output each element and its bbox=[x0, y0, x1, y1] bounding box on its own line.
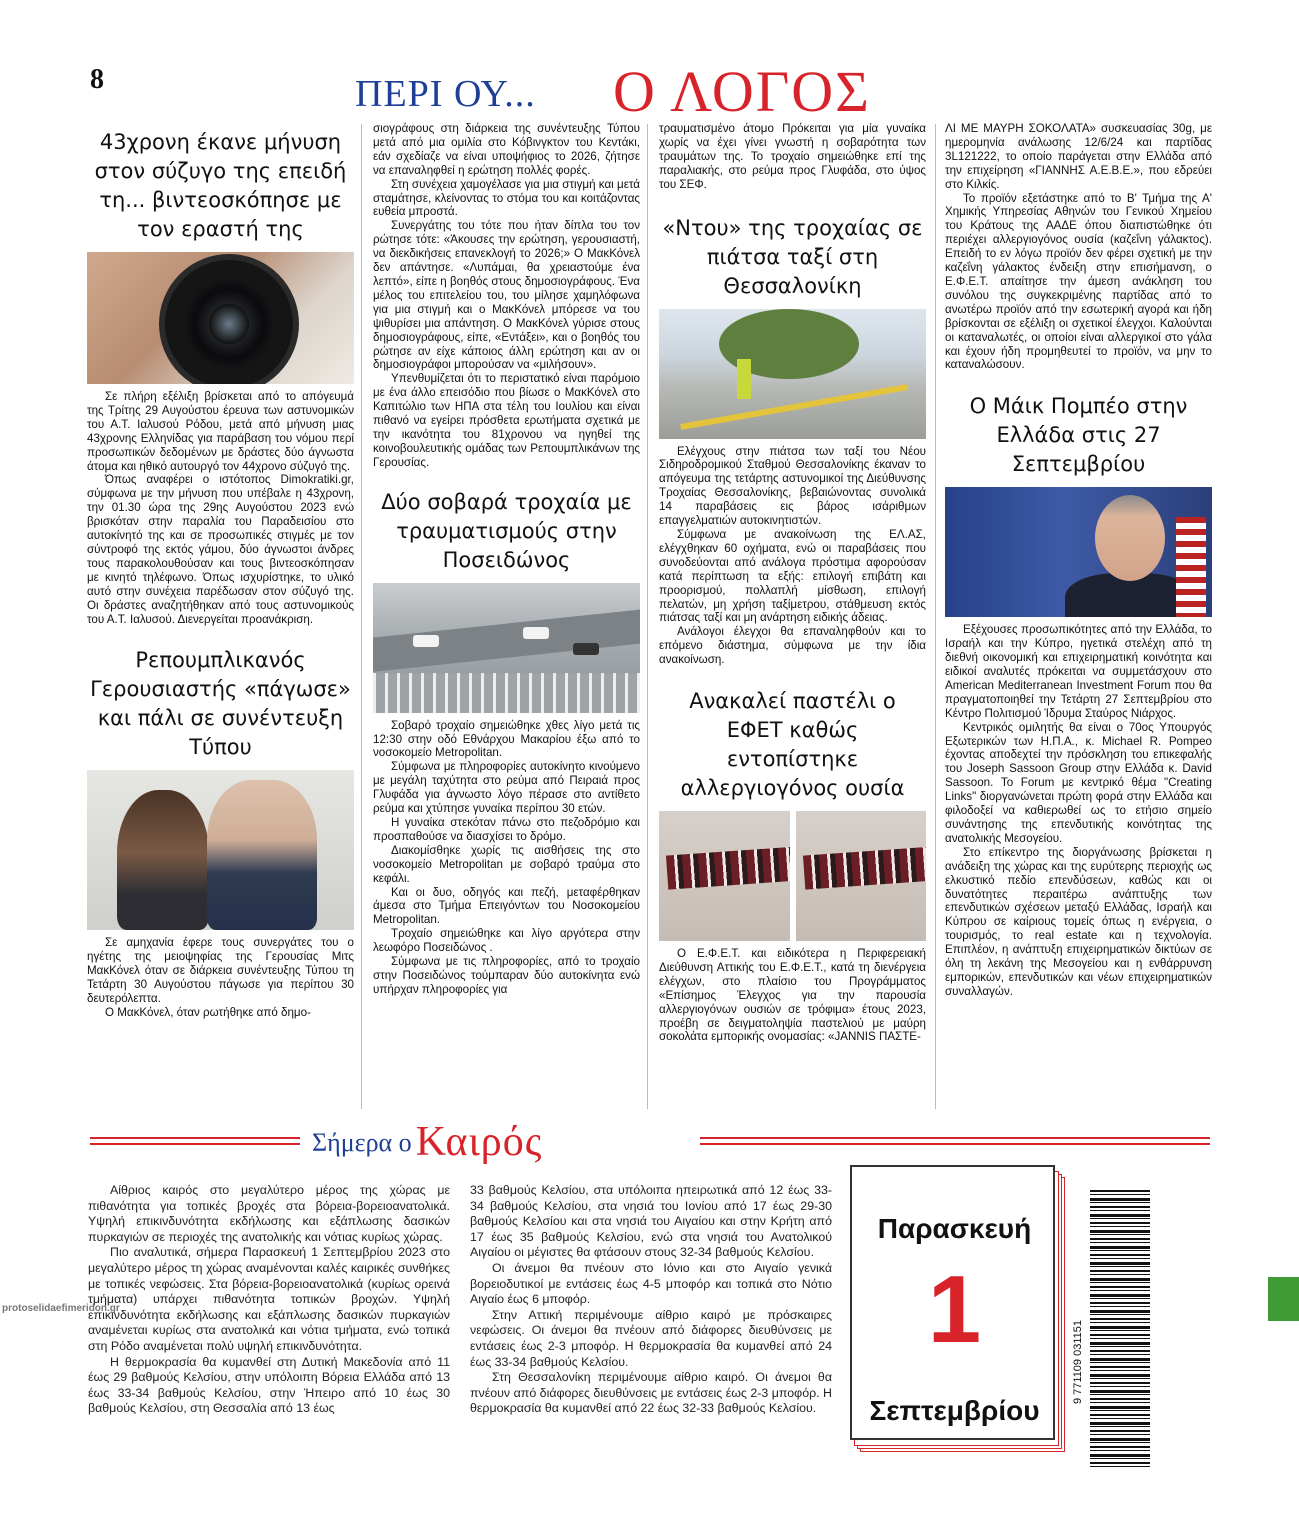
column-divider bbox=[935, 124, 936, 1109]
paragraph: Στην Αττική περιμένουμε αίθριο καιρό με πρόσκαιρες νεφώσεις. Οι άνεμοι θα πνέουν από διάφορες διευθύνσεις με εντάσεις έως 2-3 μποφόρ. Η θερμοκρασία θα κυμανθεί από 24 έως 33-34 βαθμούς Κελσίου. bbox=[470, 1307, 832, 1369]
article-headline-pompeo: Ο Μάικ Πομπέο στην Ελλάδα στις 27 Σεπτεμβρίου bbox=[969, 394, 1188, 477]
paragraph: ΛΙ ΜΕ ΜΑΥΡΗ ΣΟΚΟΛΑΤΑ» συσκευασίας 30g, με ημερομηνία ανάλωσης 12/6/24 και παρτίδας 3L121222, το οποίο παράγεται στην Ελλάδα από την επιχείρηση «ΓΙΑΝΝΗΣ Α.Ε.Β.Ε.», που εδρεύει στο Κιλκίς. bbox=[945, 122, 1212, 191]
paragraph: Οι άνεμοι θα πνέουν στο Ιόνιο και στο Αιγαίο γενικά βορειοδυτικοί με εντάσεις έως 4-5 μποφόρ και τοπικά στο Νότιο Αιγαίο έως 6 μποφόρ. bbox=[470, 1260, 832, 1307]
weather-title bbox=[312, 1118, 542, 1166]
column-4 bbox=[945, 122, 1212, 1117]
paragraph: Σοβαρό τροχαίο σημειώθηκε χθες λίγο μετά τις 12:30 στην οδό Εθνάρχου Μακαρίου έξω από το νοσοκομείο Metropolitan. bbox=[373, 718, 640, 760]
camera-lens-photo bbox=[87, 252, 354, 384]
paragraph: Στο επίκεντρο της διοργάνωσης βρίσκεται η ανάδειξη της χώρας και της ευρύτερης περιοχής ως ελκυστικό πεδίο επενδύσεων, καθώς και οι δυνατότητες περαιτέρω ανάπτυξης των επενδυτικών σχέσεων μεταξύ Ελλάδας, Ισραήλ και Κύπρου σε καίριους τομείς όπως η ενέργεια, ο τουρισμός, το real estate και η τεχνολογία. Επιπλέον, η ανάπτυξη επιχειρηματικών δικτύων σε όλη τη λεκάνη της Μεσογείου και η ενθάρρυνση εμπορικών, επενδυτικών και νέων επιχειρηματικών συναλλαγών. bbox=[945, 845, 1212, 998]
page-number: 8 bbox=[90, 64, 104, 95]
article-body bbox=[373, 719, 640, 997]
press-conference-photo bbox=[87, 770, 354, 930]
column-2 bbox=[373, 122, 640, 1117]
paragraph: Και οι δυο, οδηγός και πεζή, μεταφέρθηκαν άμεσα στο Τμήμα Επειγόντων του Νοσοκομείου Metropolitan. bbox=[373, 885, 640, 927]
barcode bbox=[1090, 1190, 1150, 1470]
article-body bbox=[659, 445, 926, 668]
paragraph: Σύμφωνα με ανακοίνωση της ΕΛ.ΑΣ, ελέγχθηκαν 60 οχήματα, ενώ οι παραβάσεις που συνοδεύονται από ανάλογα πρόστιμα αφορούσαν κατά περίπτωση τα εξής: επιλογή επιβάτη και προορισμού, πολλαπλή μίσθωση, επιλογή πελατών, μη χρήση ταξίμετρου, στάθμευση εκτός πιάτσας ταξί και μη ανάρτηση ειδικής άδειας. bbox=[659, 527, 926, 625]
paragraph: σιογράφους στη διάρκεια της συνέντευξης Τύπου μετά από μια ομιλία στο Κόβινγκτον του Κεντάκι, εάν σχεδίαζε να είναι υποψήφιος το 2026, ζήτησε να επαναληφθεί η ερώτηση πολλές φορές. bbox=[373, 122, 640, 177]
article-headline-taxi: «Ντου» της τροχαίας σε πιάτσα ταξί στη Θεσσαλονίκη bbox=[662, 215, 923, 298]
date-calendar bbox=[850, 1165, 1065, 1460]
paragraph: Σύμφωνα με πληροφορίες αυτοκίνητο κινούμενο με μεγάλη ταχύτητα στο ρεύμα από Πειραιά προς Γλυφάδα για άγνωστο λόγο πέρασε στο αντίθετο ρεύμα και χτύπησε γυναίκα περίπου 30 ετών. bbox=[373, 760, 640, 816]
calendar-day-name: Παρασκευή bbox=[877, 1213, 1032, 1244]
masthead-big: Ο ΛΟΓΟΣ bbox=[613, 59, 871, 124]
calendar-sheet-front bbox=[850, 1165, 1055, 1440]
paragraph: Στη συνέχεια χαμογέλασε για μια στιγμή και μετά σταμάτησε, κλείνοντας το στόμα του και κοιτάζοντας ευθεία μπροστά. bbox=[373, 177, 640, 219]
calendar-day-number: 1 bbox=[927, 1256, 982, 1363]
article-body bbox=[87, 936, 354, 1019]
paragraph: Η γυναίκα στεκόταν πάνω στο πεζοδρόμιο και προσπαθούσε να διασχίσει το δρόμο. bbox=[373, 816, 640, 843]
article-body bbox=[373, 122, 640, 470]
article-body bbox=[87, 390, 354, 626]
paragraph: Το προϊόν εξετάστηκε από το Β' Τμήμα της Α' Χημικής Υπηρεσίας Αθηνών του Γενικού Χημείου του Κράτους της ΑΑΔΕ όπου διαπιστώθηκε ότι περιέχει αλλεργιογόνος ουσία (καζεΐνη γάλακτος). Επειδή το εν λόγω προϊόν δεν φέρει σχετική με την καζεΐνη γάλακτος ένδειξη στην επισήμανση, ο Ε.Φ.Ε.Τ. απαίτησε την άμεση ανάκληση του συνόλου της συγκεκριμένης παρτίδας από το ανωτέρω προϊόν από την εσωτερική αγορά και ήδη βρίσκονται σε εξέλιξη οι σχετικοί έλεγχοι. Καλούνται οι καταναλωτές, οι οποίοι είναι αλλεργικοί στο γάλα και έχουν ήδη προμηθευτεί το προϊόν, να μην το καταναλώσουν. bbox=[945, 191, 1212, 372]
paragraph: Αίθριος καιρός στο μεγαλύτερο μέρος της χώρας με πιθανότητα για τοπικές βροχές στα βόρεια-βορειοανατολικά. Υψηλή επικινδυνότητα εκδήλωσης και εξάπλωσης δασικών πυρκαγιών σε περιοχές της ανατολικής και νότιας κυρίως χώρας. bbox=[88, 1183, 450, 1244]
pompeo-portrait-photo bbox=[945, 487, 1212, 617]
paragraph: Διακομίσθηκε χωρίς τις αισθήσεις της στο νοσοκομείο Metropolitan με σοβαρό τραύμα στο κεφάλι. bbox=[373, 843, 640, 885]
article-headline-wife-lawsuit: 43χρονη έκανε μήνυση στον σύζυγο της επειδή τη... βιντεοσκόπησε με τον εραστή της bbox=[94, 130, 347, 241]
paragraph: Σε πλήρη εξέλιξη βρίσκεται από το απόγευμά της Τρίτης 29 Αυγούστου έρευνα των αστυνομικών του Α.Τ. Ιαλυσού Ρόδου, μετά από μήνυση μιας 43χρονης Ελληνίδας για παράβαση του νόμου περί προσωπικών δεδομένων με δράστες δύο άγνωστα άτομα και ηθικό αυτουργό τον 44χρονο σύζυγό της. bbox=[87, 390, 354, 473]
weather-title-small: Σήμερα ο bbox=[312, 1128, 412, 1157]
taxi-rank-photo bbox=[659, 309, 926, 439]
weather-text-right bbox=[470, 1183, 832, 1417]
weather-text-left bbox=[88, 1183, 450, 1417]
article-body bbox=[945, 122, 1212, 372]
article-body bbox=[945, 623, 1212, 998]
paragraph: Η θερμοκρασία θα κυμανθεί στη Δυτική Μακεδονία από 11 έως 29 βαθμούς Κελσίου, στην υπόλοιπη Βόρεια Ελλάδα από 13 έως 33-34 βαθμούς Κελσίου, στην Ήπειρο από 10 έως 30 βαθμούς Κελσίου, στη Θεσσαλία από 13 έως bbox=[88, 1354, 450, 1416]
barcode-number: 9 771109 031151 bbox=[1072, 1320, 1084, 1405]
column-3 bbox=[659, 122, 926, 1117]
paragraph: Στη Θεσσαλονίκη περιμένουμε αίθριο καιρό. Οι άνεμοι θα πνέουν από διάφορες διευθύνσεις με εντάσεις έως 2-3 μποφόρ. Η θερμοκρασία θα κυμανθεί από 22 έως 32-33 βαθμούς Κελσίου. bbox=[470, 1370, 832, 1416]
pasteli-product-photo bbox=[659, 811, 926, 941]
paragraph: Κεντρικός ομιλητής θα είναι ο 70ος Υπουργός Εξωτερικών των Η.Π.Α., κ. Michael R. Pompeo έχοντας αποδεχτεί την πρόσκληση του επικεφαλής του Joseph Sassoon Group στην Ελλάδα κ. David Sassoon. Το Forum με κεντρικό θέμα "Creating Links" διοργανώνεται πρώτη φορά στην Ελλάδα και φιλοδοξεί να καθιερωθεί ως το ετήσιο σημείο συνάντησης της επενδυτικής κοινότητας της ανατολικής Μεσογείου. bbox=[945, 720, 1212, 845]
paragraph: Συνεργάτης του τότε που ήταν δίπλα του τον ρώτησε τότε: «Άκουσες την ερώτηση, γερουσιαστή, να διεκδικήσεις επανεκλογή το 2026;» Ο ΜακΚόνελ δεν απάντησε. «Λυπάμαι, θα χρειαστούμε ένα λεπτό», είπε η βοηθός στους δημοσιογράφους. Ένα μέλος του επιτελείου του, του μίλησε χαμηλόφωνα για μια στιγμή και ο ΜακΚόνελ μπόρεσε να του ψιθυρίσει μια απάντηση. Ο ΜακΚόνελ γύρισε στους δημοσιογράφους, είπε, «Εντάξει», και ο βοηθός του ρώτησε αν είχε κάποιος άλλη ερώτηση και αν οι δημοσιογράφοι μπορούσαν να «μιλήσουν». bbox=[373, 219, 640, 372]
article-headline-accidents: Δύο σοβαρά τροχαία με τραυματισμούς στην Ποσειδώνος bbox=[381, 489, 632, 572]
weather-rule-left bbox=[90, 1137, 300, 1145]
paragraph: Σε αμηχανία έφερε τους συνεργάτες του ο ηγέτης της μειοψηφίας της Γερουσίας Μιτς ΜακΚόνελ όταν σε διάρκεια συνέντευξης Τύπου τη Τετάρτη 30 Αυγούστου πάγωσε για περίπου 30 δευτερόλεπτα. bbox=[87, 936, 354, 1006]
column-divider bbox=[647, 124, 648, 1109]
paragraph: Ο ΜακΚόνελ, όταν ρωτήθηκε από δημο- bbox=[105, 1005, 311, 1019]
green-edge-tab bbox=[1268, 1277, 1299, 1321]
masthead bbox=[355, 59, 955, 124]
calendar-month: Σεπτεμβρίου bbox=[869, 1395, 1040, 1426]
masthead-small: ΠΕΡΙ ΟΥ... bbox=[355, 73, 536, 115]
column-divider bbox=[361, 124, 362, 1109]
article-body bbox=[659, 122, 926, 192]
paragraph: Όπως αναφέρει ο ιστότοπος Dimokratiki.gr, σύμφωνα με την μήνυση που υπέβαλε η 43χρονη, την 01.30 ώρα της 29ης Αυγούστου 2023 ενώ βρισκόταν στην παραλία του Παραδεισίου στο αυτοκίνητό της και σε προσωπικές στιγμές με τον σύντροφό της εκτός γάμου, δύο άγνωστοι άνδρες τους παρακολουθούσαν και τους βιντεοσκόπησαν με κινητό τηλέφωνο. Όπως ισχυρίστηκε, το υλικό αυτό στην συνέχεια παρέδωσαν στον σύζυγό της. Οι δράστες αναζητήθηκαν από τους αστυνομικούς του Α.Τ. Ιαλυσού. Διενεργείται προανάκριση. bbox=[87, 473, 354, 626]
paragraph: Υπενθυμίζεται ότι το περιστατικό είναι παρόμοιο με ένα άλλο επεισόδιο που βίωσε ο ΜακΚόνελ στο Καπιτώλιο των ΗΠΑ στα τέλη του Ιουλίου και είναι πιθανό να εγείρει πρόσθετα ερωτήματα σχετικά με την ικανότητα του 81χρονου να ηγηθεί της κοινοβουλευτικής ομάδας των Ρεπουμπλικάνων της Γερουσίας. bbox=[373, 372, 640, 469]
traffic-accident-photo bbox=[373, 583, 640, 713]
paragraph: Τροχαίο σημειώθηκε και λίγο αργότερα στην λεωφόρο Ποσειδώνος . bbox=[373, 927, 640, 955]
paragraph: Ελέγχους στην πιάτσα των ταξί του Νέου Σιδηροδρομικού Σταθμού Θεσσαλονίκης έκαναν το απόγευμα της τετάρτης αστυνομικοί της Διεύθυνσης Τροχαίας Θεσσαλονίκης, βεβαιώνοντας συνολικά 14 παραβάσεις εις βάρος ισάριθμων επαγγελματιών αυτοκινητιστών. bbox=[659, 444, 926, 528]
paragraph: Ο Ε.Φ.Ε.Τ. και ειδικότερα η Περιφερειακή Διεύθυνση Αττικής του Ε.Φ.Ε.Τ., κατά τη διενέργεια ελέγχων, στο πλαίσιο του Προγράμματος «Επίσημος Έλεγχος για την παρουσία αλλεργιογόνων ουσιών σε τρόφιμα» έτους 2023, προέβη σε δειγματοληψία παστελιού με μαύρη σοκολάτα εμπορικής ονομασίας: «JANNIS ΠΑΣΤΕ- bbox=[659, 947, 926, 1044]
watermark-text: protoselidaefimeridon.gr bbox=[2, 1303, 120, 1314]
paragraph: Ανάλογοι έλεγχοι θα επαναληφθούν και το επόμενο διάστημα, σύμφωνα με την ίδια ανακοίνωση. bbox=[659, 625, 926, 667]
paragraph: 33 βαθμούς Κελσίου, στα υπόλοιπα ηπειρωτικά από 12 έως 33-34 βαθμούς Κελσίου, στα νησιά του Ιονίου από 17 έως 29-30 βαθμούς Κελσίου και στα νησιά του Αιγαίου και στην Κρήτη από 17 έως 35 βαθμούς Κελσίου, ενώ στα νησιά του Ανατολικού Αιγαίου οι μέγιστες θα φτάσουν στους 32-34 βαθμούς Κελσίου. bbox=[470, 1183, 832, 1260]
paragraph: Πιο αναλυτικά, σήμερα Παρασκευή 1 Σεπτεμβρίου 2023 στο μεγαλύτερο μέρος τη χώρας αναμένονται καλές καιρικές συνθήκες με τοπικές νεφώσεις. Στα βόρεια-βορειοανατολικά (κυρίως ορεινά τμήματα) υπάρχει πιθανότητα τοπικών βροχών. Υψηλή επικινδυνότητα εκδήλωσης και εξάπλωσης δασικών πυρκαγιών αναμένεται κυρίως στα ανατολικά και νότια τμήματα, ενώ τοπικά στη Ρόδο αναμένεται πολύ υψηλή επικινδυνότητα. bbox=[88, 1245, 450, 1353]
article-headline-senator: Ρεπουμπλικανός Γερουσιαστής «πάγωσε» και πάλι σε συνέντευξη Τύπου bbox=[90, 648, 351, 760]
paragraph: τραυματισμένο άτομο Πρόκειται για μία γυναίκα χωρίς να έχει γίνει γνωστή η σοβαρότητα των τραυμάτων της. Το τροχαίο σημειώθηκε επί της παραλιακής, στο ρεύμα προς Γλυφάδα, στο ύψος του ΣΕΦ. bbox=[659, 122, 926, 191]
article-body bbox=[659, 947, 926, 1044]
weather-rule-right bbox=[700, 1137, 1210, 1145]
weather-title-big: Καιρός bbox=[415, 1119, 543, 1165]
paragraph: Σύμφωνα με τις πληροφορίες, από το τροχαίο στην Ποσειδώνος τούμπαραν δύο αυτοκίνητα ενώ υπήρχαν πληροφορίες για bbox=[373, 955, 640, 996]
column-1 bbox=[87, 122, 354, 1117]
paragraph: Εξέχουσες προσωπικότητες από την Ελλάδα, το Ισραήλ και την Κύπρο, ηγετικά στελέχη από τη διεθνή οικονομική και επιχειρηματική κοινότητα και ειδικοί αναλυτές πρόκειται να συμμετάσχουν στο American Mediterranean Investment Forum που θα πραγματοποιηθεί την Τετάρτη 27 Σεπτεμβρίου στο Κέντρο Πολιτισμού Ίδρυμα Σταύρος Νιάρχος. bbox=[945, 623, 1212, 720]
article-headline-pasteli: Ανακαλεί παστέλι ο ΕΦΕΤ καθώς εντοπίστηκε αλλεργιογόνος ουσία bbox=[680, 689, 905, 801]
